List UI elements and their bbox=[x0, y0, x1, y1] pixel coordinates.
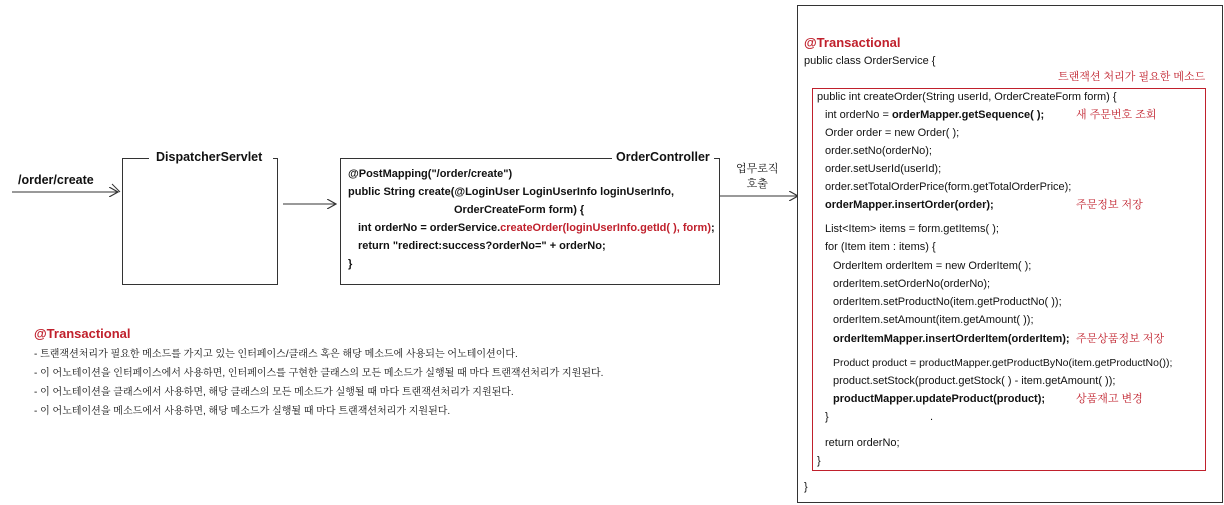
request-arrow-tail bbox=[112, 184, 120, 192]
code-line: } bbox=[817, 455, 821, 467]
code-line: order.setUserId(userId); bbox=[825, 163, 942, 175]
notes-item: - 트랜잭션처리가 필요한 메소드를 가지고 있는 인터페이스/클래스 혹은 해당 메소드에 사용되는 어노테이션이다. bbox=[34, 349, 518, 360]
notes-item: - 이 어노테이션을 클래스에서 사용하면, 해당 클래스의 모든 메소드가 실행될 때 마다 트랜잭션처리가 지원된다. bbox=[34, 387, 514, 398]
controller-line-2: public String create(@LoginUser LoginUserInfo loginUserInfo, bbox=[348, 186, 675, 198]
order-controller-title: OrderController bbox=[612, 150, 714, 164]
code-line: product.setStock(product.getStock( ) - item.getAmount( )); bbox=[833, 375, 1116, 387]
code-line: orderItem.setProductNo(item.getProductNo( )); bbox=[833, 296, 1062, 308]
controller-line-1: @PostMapping("/order/create") bbox=[348, 168, 513, 180]
code-note: 새 주문번호 조회 bbox=[1076, 109, 1157, 121]
code-line: orderItem.setAmount(item.getAmount( )); bbox=[833, 314, 1034, 326]
code-line: productMapper.updateProduct(product); bbox=[833, 393, 1046, 405]
path-label: /order/create bbox=[18, 173, 94, 187]
code-line: Order order = new Order( ); bbox=[825, 127, 960, 139]
code-line: orderItem.setOrderNo(orderNo); bbox=[833, 278, 991, 290]
code-line: order.setTotalOrderPrice(form.getTotalOrderPrice); bbox=[825, 181, 1072, 193]
code-line: for (Item item : items) { bbox=[825, 241, 936, 253]
controller-line-6: } bbox=[348, 258, 353, 270]
notes-title: @Transactional bbox=[34, 326, 131, 341]
call-label: 업무로직 호출 bbox=[736, 163, 779, 190]
code-line: order.setNo(orderNo); bbox=[825, 145, 932, 157]
code-line: int orderNo = orderMapper.getSequence( ); bbox=[825, 109, 1045, 121]
notes-item: - 이 어노테이션을 메소드에서 사용하면, 해당 메소드가 실행될 때 마다 트랜잭션처리가 지원된다. bbox=[34, 406, 451, 417]
controller-line-5: return "redirect:success?orderNo=" + orderNo; bbox=[358, 240, 606, 252]
code-line: OrderItem orderItem = new OrderItem( ); bbox=[833, 260, 1032, 272]
controller-line-4: int orderNo = orderService.createOrder(loginUserInfo.getId( ), form); bbox=[358, 222, 715, 234]
code-line: } bbox=[804, 481, 808, 493]
code-note: 주문상품정보 저장 bbox=[1076, 333, 1165, 345]
dispatcher-servlet-title: DispatcherServlet bbox=[152, 150, 266, 164]
notes-item: - 이 어노테이션을 인터페이스에서 사용하면, 인터페이스를 구현한 클래스의 모든 메소드가 실행될 때 마다 트랜잭션처리가 지원된다. bbox=[34, 368, 604, 379]
method-signature: public int createOrder(String userId, OrderCreateForm form) { bbox=[817, 91, 1117, 103]
code-line: orderMapper.insertOrder(order); bbox=[825, 199, 994, 211]
code-line: List<Item> items = form.getItems( ); bbox=[825, 223, 999, 235]
code-line: } bbox=[825, 411, 829, 423]
code-dot: . bbox=[930, 411, 934, 423]
dispatcher-servlet-box bbox=[122, 158, 278, 285]
controller-line-3: OrderCreateForm form) { bbox=[454, 204, 585, 216]
service-annotation: @Transactional bbox=[804, 35, 901, 50]
code-note: 주문정보 저장 bbox=[1076, 199, 1143, 211]
method-note: 트랜잭션 처리가 필요한 메소드 bbox=[1058, 71, 1206, 83]
service-class-decl: public class OrderService { bbox=[804, 55, 936, 67]
code-note: 상품재고 변경 bbox=[1076, 393, 1143, 405]
code-line: return orderNo; bbox=[825, 437, 900, 449]
code-line: orderItemMapper.insertOrderItem(orderItem); bbox=[833, 333, 1070, 345]
code-line: Product product = productMapper.getProductByNo(item.getProductNo()); bbox=[833, 357, 1173, 369]
